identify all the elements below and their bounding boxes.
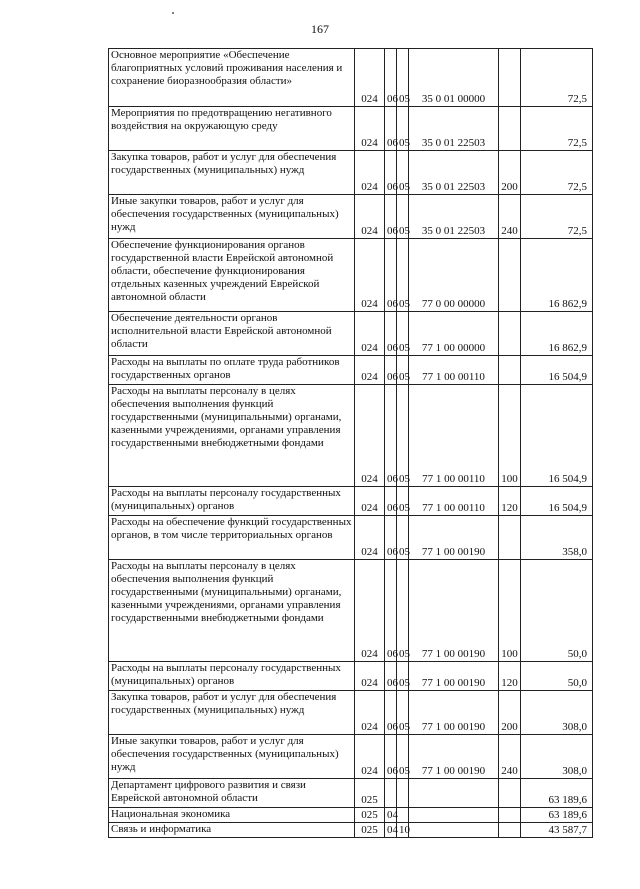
row-expense-type-code	[499, 107, 521, 151]
row-target-article-code: 77 1 00 00000	[409, 312, 499, 356]
row-amount: 72,5	[521, 107, 593, 151]
table-row	[109, 356, 593, 385]
page-number: 167	[311, 22, 329, 36]
row-subsection-code	[397, 779, 409, 808]
row-section-code: 06	[385, 691, 397, 735]
table-row	[109, 823, 593, 838]
row-subsection-code: 05	[397, 735, 409, 779]
table-row	[109, 487, 593, 516]
row-description: Расходы на выплаты персоналу государственных (муниципальных) органов	[109, 662, 355, 691]
table-row	[109, 195, 593, 239]
row-target-article-code	[409, 808, 499, 823]
row-description: Расходы на выплаты персоналу в целях обеспечения выполнения функций государственными (муниципальными) органами, казенными учреждениями, органами управления государственными внебюджетными фондами	[109, 560, 355, 662]
row-target-article-code	[409, 823, 499, 838]
row-expense-type-code	[499, 312, 521, 356]
row-ministry-code: 024	[355, 239, 385, 312]
table-row	[109, 560, 593, 662]
row-expense-type-code: 200	[499, 691, 521, 735]
row-section-code	[385, 779, 397, 808]
row-section-code: 04	[385, 808, 397, 823]
row-description: Закупка товаров, работ и услуг для обеспечения государственных (муниципальных) нужд	[109, 151, 355, 195]
row-amount: 16 862,9	[521, 239, 593, 312]
table-row	[109, 49, 593, 107]
row-subsection-code: 05	[397, 151, 409, 195]
row-ministry-code: 025	[355, 779, 385, 808]
row-subsection-code: 10	[397, 823, 409, 838]
row-target-article-code: 77 1 00 00190	[409, 691, 499, 735]
row-subsection-code: 05	[397, 560, 409, 662]
row-description: Мероприятия по предотвращению негативного воздействия на окружающую среду	[109, 107, 355, 151]
row-section-code: 04	[385, 823, 397, 838]
table-row	[109, 239, 593, 312]
row-amount: 308,0	[521, 735, 593, 779]
row-amount: 16 504,9	[521, 487, 593, 516]
table-row	[109, 691, 593, 735]
row-description: Закупка товаров, работ и услуг для обеспечения государственных (муниципальных) нужд	[109, 691, 355, 735]
row-amount: 63 189,6	[521, 779, 593, 808]
table-row	[109, 151, 593, 195]
row-description: Расходы на обеспечение функций государственных органов, в том числе территориальных органов	[109, 516, 355, 560]
row-section-code: 06	[385, 195, 397, 239]
row-description: Расходы на выплаты персоналу в целях обеспечения выполнения функций государственными (муниципальными) органами, казенными учреждениями, органами управления государственными внебюджетными фондами	[109, 385, 355, 487]
row-target-article-code: 35 0 01 22503	[409, 195, 499, 239]
row-amount: 50,0	[521, 560, 593, 662]
row-section-code: 06	[385, 516, 397, 560]
row-ministry-code: 024	[355, 312, 385, 356]
row-subsection-code: 05	[397, 385, 409, 487]
row-description: Связь и информатика	[109, 823, 355, 838]
row-section-code: 06	[385, 49, 397, 107]
row-ministry-code: 024	[355, 49, 385, 107]
row-target-article-code: 77 1 00 00190	[409, 516, 499, 560]
row-description: Национальная экономика	[109, 808, 355, 823]
row-section-code: 06	[385, 107, 397, 151]
table-row	[109, 662, 593, 691]
row-target-article-code: 35 0 01 22503	[409, 151, 499, 195]
table-row	[109, 516, 593, 560]
row-description: Основное мероприятие «Обеспечение благоприятных условий проживания населения и сохранение биоразнообразия области»	[109, 49, 355, 107]
row-description: Иные закупки товаров, работ и услуг для обеспечения государственных (муниципальных) нужд	[109, 735, 355, 779]
row-expense-type-code: 200	[499, 151, 521, 195]
row-ministry-code: 024	[355, 487, 385, 516]
row-amount: 50,0	[521, 662, 593, 691]
row-expense-type-code	[499, 239, 521, 312]
row-amount: 16 504,9	[521, 385, 593, 487]
row-subsection-code: 05	[397, 662, 409, 691]
row-amount: 308,0	[521, 691, 593, 735]
row-description: Расходы на выплаты по оплате труда работников государственных органов	[109, 356, 355, 385]
row-ministry-code: 025	[355, 808, 385, 823]
row-expense-type-code	[499, 779, 521, 808]
row-description: Обеспечение деятельности органов исполнительной власти Еврейской автономной области	[109, 312, 355, 356]
row-expense-type-code	[499, 516, 521, 560]
row-target-article-code: 77 1 00 00190	[409, 560, 499, 662]
row-section-code: 06	[385, 560, 397, 662]
row-amount: 16 504,9	[521, 356, 593, 385]
row-ministry-code: 024	[355, 691, 385, 735]
row-target-article-code: 77 1 00 00110	[409, 487, 499, 516]
row-subsection-code: 05	[397, 107, 409, 151]
row-description: Иные закупки товаров, работ и услуг для обеспечения государственных (муниципальных) нужд	[109, 195, 355, 239]
row-amount: 72,5	[521, 49, 593, 107]
row-subsection-code: 05	[397, 691, 409, 735]
table-row	[109, 808, 593, 823]
row-description: Обеспечение функционирования органов государственной власти Еврейской автономной области, обеспечение функционирования отдельных казенных учреждений Еврейской автономной области	[109, 239, 355, 312]
row-target-article-code	[409, 779, 499, 808]
row-expense-type-code: 120	[499, 487, 521, 516]
row-target-article-code: 77 1 00 00110	[409, 356, 499, 385]
row-subsection-code: 05	[397, 487, 409, 516]
budget-table-body	[109, 49, 593, 838]
row-ministry-code: 024	[355, 195, 385, 239]
row-amount: 43 587,7	[521, 823, 593, 838]
table-row	[109, 312, 593, 356]
row-expense-type-code: 240	[499, 735, 521, 779]
row-subsection-code: 05	[397, 516, 409, 560]
row-section-code: 06	[385, 487, 397, 516]
row-amount: 72,5	[521, 195, 593, 239]
budget-table	[108, 48, 593, 838]
row-expense-type-code	[499, 823, 521, 838]
row-expense-type-code	[499, 49, 521, 107]
row-expense-type-code: 100	[499, 385, 521, 487]
row-amount: 358,0	[521, 516, 593, 560]
row-ministry-code: 024	[355, 560, 385, 662]
row-ministry-code: 024	[355, 356, 385, 385]
row-description: Расходы на выплаты персоналу государственных (муниципальных) органов	[109, 487, 355, 516]
row-section-code: 06	[385, 735, 397, 779]
row-section-code: 06	[385, 662, 397, 691]
row-target-article-code: 77 1 00 00190	[409, 662, 499, 691]
row-section-code: 06	[385, 239, 397, 312]
row-ministry-code: 024	[355, 735, 385, 779]
row-subsection-code: 05	[397, 195, 409, 239]
row-subsection-code: 05	[397, 356, 409, 385]
row-expense-type-code: 120	[499, 662, 521, 691]
row-target-article-code: 77 1 00 00190	[409, 735, 499, 779]
row-expense-type-code: 100	[499, 560, 521, 662]
row-expense-type-code	[499, 356, 521, 385]
row-ministry-code: 024	[355, 107, 385, 151]
row-ministry-code: 024	[355, 151, 385, 195]
row-amount: 72,5	[521, 151, 593, 195]
row-ministry-code: 024	[355, 662, 385, 691]
row-section-code: 06	[385, 312, 397, 356]
row-target-article-code: 77 0 00 00000	[409, 239, 499, 312]
row-subsection-code	[397, 808, 409, 823]
row-section-code: 06	[385, 151, 397, 195]
row-ministry-code: 024	[355, 516, 385, 560]
row-amount: 63 189,6	[521, 808, 593, 823]
row-description: Департамент цифрового развития и связи Еврейской автономной области	[109, 779, 355, 808]
row-section-code: 06	[385, 385, 397, 487]
row-ministry-code: 024	[355, 385, 385, 487]
row-section-code: 06	[385, 356, 397, 385]
scan-speck	[172, 12, 174, 14]
row-target-article-code: 77 1 00 00110	[409, 385, 499, 487]
row-subsection-code: 05	[397, 49, 409, 107]
table-row	[109, 385, 593, 487]
table-row	[109, 779, 593, 808]
row-subsection-code: 05	[397, 312, 409, 356]
table-row	[109, 107, 593, 151]
row-subsection-code: 05	[397, 239, 409, 312]
row-expense-type-code	[499, 808, 521, 823]
row-expense-type-code: 240	[499, 195, 521, 239]
row-target-article-code: 35 0 01 00000	[409, 49, 499, 107]
table-row	[109, 735, 593, 779]
row-amount: 16 862,9	[521, 312, 593, 356]
row-ministry-code: 025	[355, 823, 385, 838]
row-target-article-code: 35 0 01 22503	[409, 107, 499, 151]
